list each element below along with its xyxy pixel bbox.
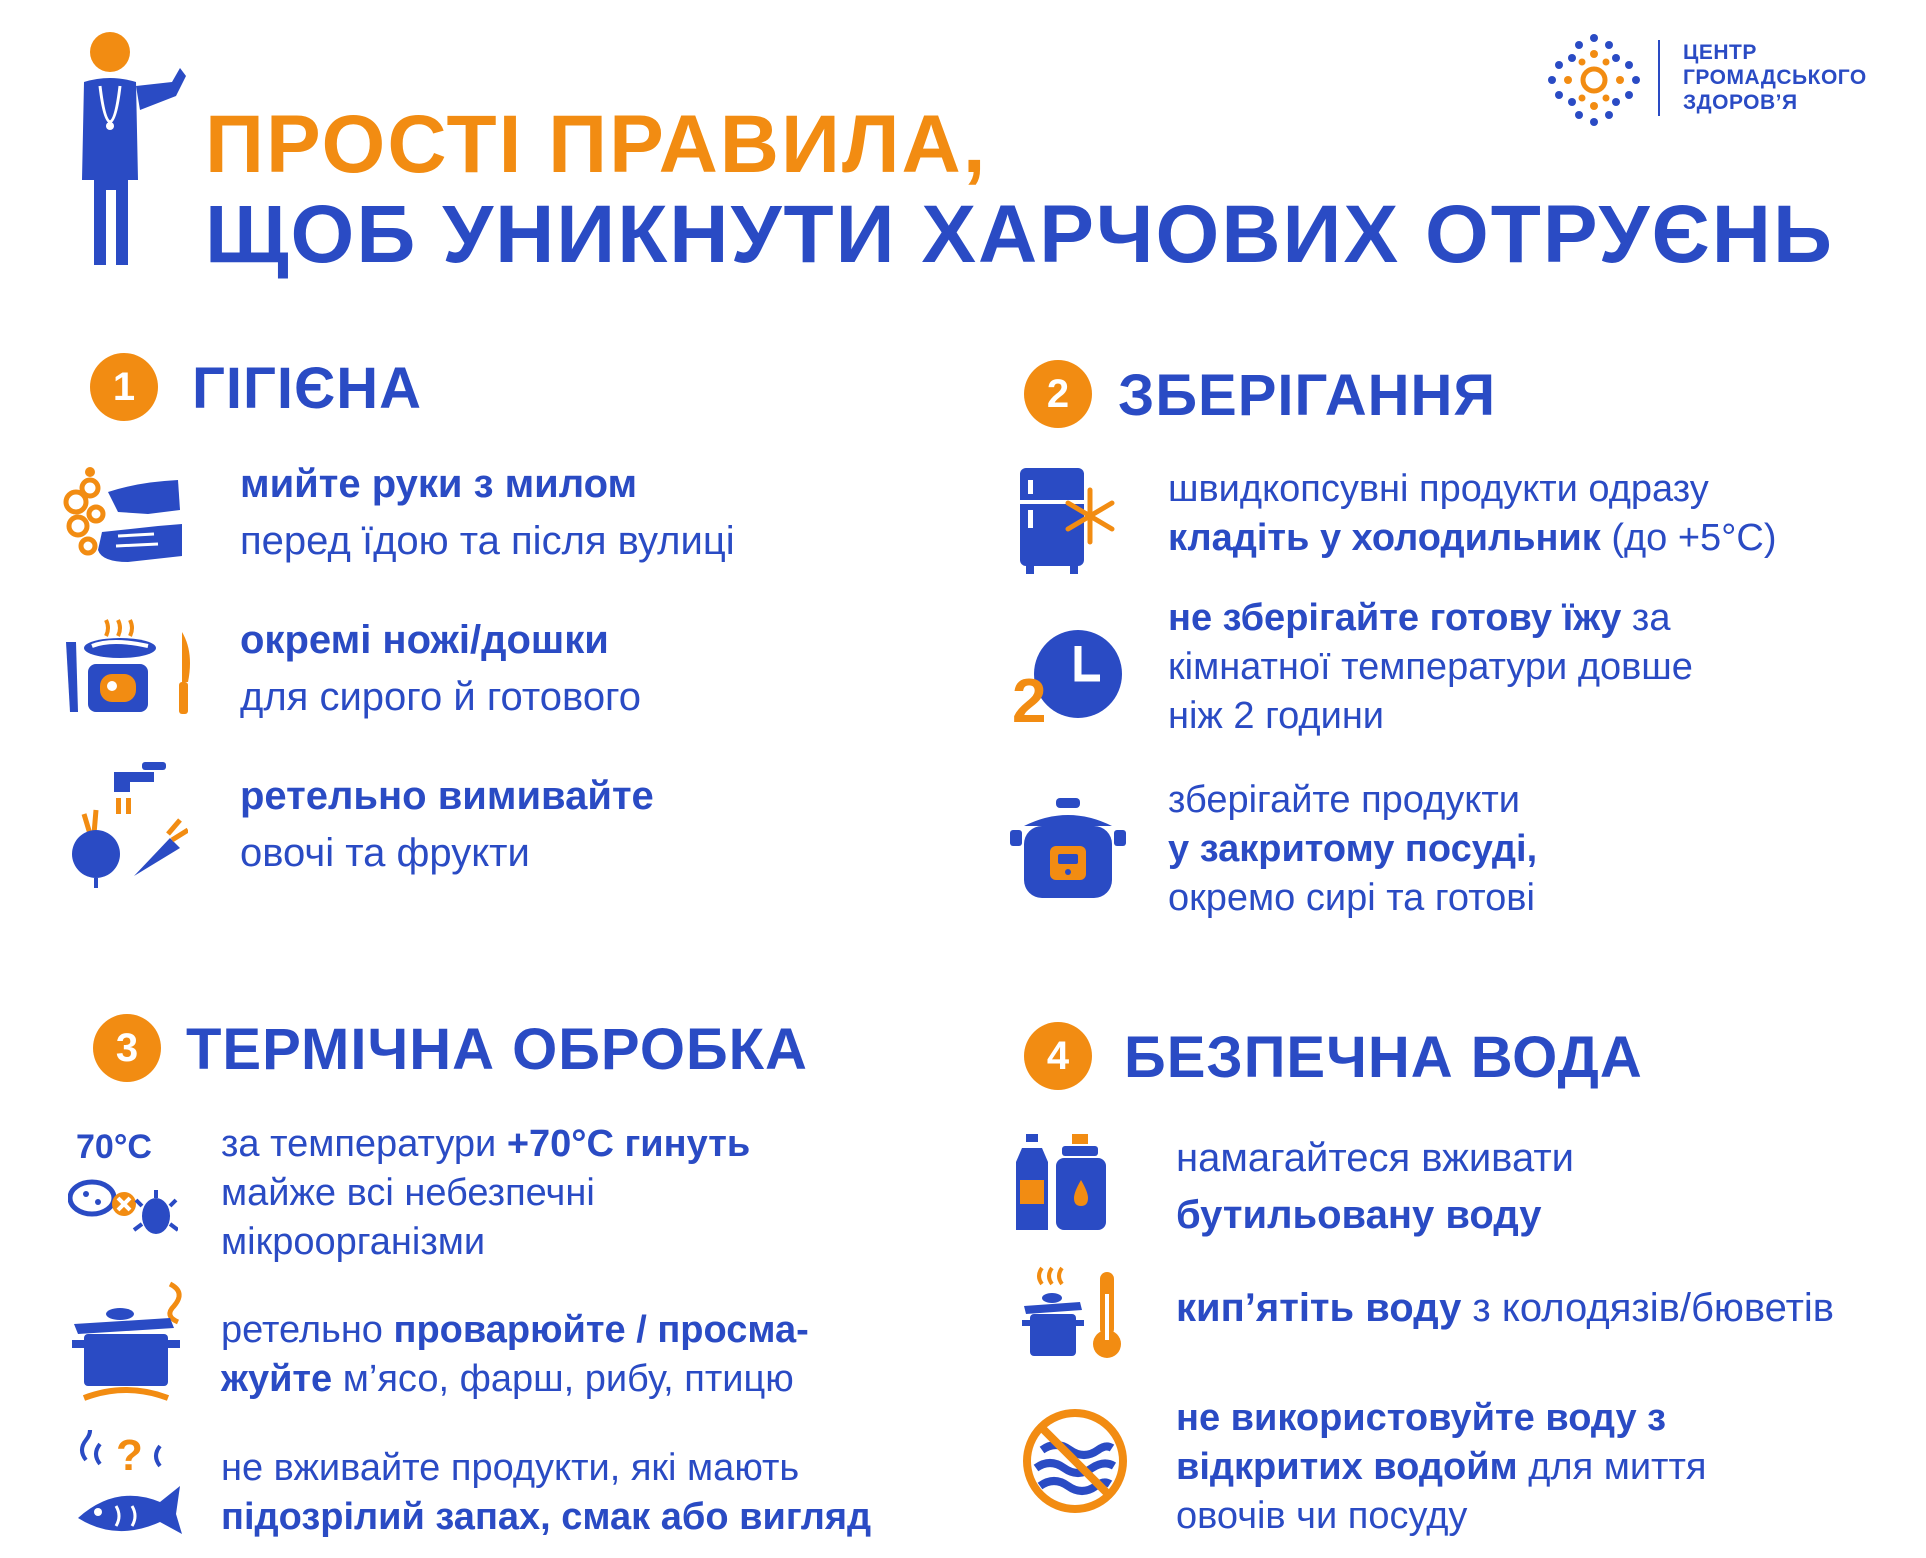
hygiene-item-1-normal: перед їдою та після вулиці	[240, 519, 735, 563]
storage-item-1-normal: (до +5°C)	[1600, 517, 1777, 559]
storage-item-1-bold: кладіть у холодильник	[1168, 517, 1601, 559]
hygiene-item-1	[240, 456, 735, 570]
section-title-storage: ЗБЕРІГАННЯ	[1118, 363, 1497, 428]
water-item-2-bold: кип’ятіть воду	[1176, 1286, 1462, 1330]
boil-water-icon	[1020, 1264, 1130, 1364]
heat-item-1-line2: майже всі небезпечні	[221, 1172, 595, 1214]
heat-item-2-normal: ретельно	[221, 1309, 394, 1351]
closed-container-icon	[1008, 796, 1128, 906]
microbes-temp-label: 70°C	[76, 1128, 152, 1166]
heat-item-1	[221, 1120, 750, 1267]
bottled-water-icon	[1014, 1132, 1124, 1232]
section-number-1: 1	[90, 353, 158, 421]
heat-item-3	[221, 1444, 871, 1542]
storage-item-3-line3: окремо сирі та готові	[1168, 877, 1535, 919]
section-number-3: 3	[93, 1014, 161, 1082]
logo-text-line1: ЦЕНТР	[1683, 41, 1757, 64]
water-item-3-line2-bold: відкритих водойм	[1176, 1446, 1518, 1488]
storage-item-2-line3: ніж 2 години	[1168, 695, 1385, 737]
hygiene-item-1-bold: мийте руки з милом	[240, 462, 638, 506]
storage-item-3-bold: у закритому посуді,	[1168, 828, 1538, 870]
clock-badge-number: 2	[1012, 667, 1047, 736]
water-item-3-line3: овочів чи посуду	[1176, 1495, 1468, 1537]
logo-text-line2: ГРОМАДСЬКОГО	[1683, 66, 1867, 89]
storage-item-2-bold: не зберігайте готову їжу	[1168, 597, 1622, 639]
heat-item-3-bold: підозрілий запах, смак або вигляд	[221, 1496, 872, 1538]
no-open-water-icon	[1020, 1406, 1130, 1516]
heat-item-2-line2-bold: жуйте	[221, 1358, 333, 1400]
storage-item-2-line2: кімнатної температури довше	[1168, 646, 1693, 688]
hygiene-item-3	[240, 768, 654, 882]
water-item-3	[1176, 1394, 1706, 1541]
hygiene-item-3-bold: ретельно вимивайте	[240, 774, 654, 818]
storage-item-2	[1168, 594, 1693, 741]
heat-item-2-line2-normal: м’ясо, фарш, рибу, птицю	[332, 1358, 794, 1400]
logo-text-line3: ЗДОРОВ’Я	[1683, 91, 1798, 114]
doctor-figure-icon	[70, 30, 190, 270]
logo-emblem-icon	[1544, 30, 1644, 130]
heat-item-1-bold: +70°C гинуть	[506, 1123, 751, 1165]
water-item-2-normal: з колодязів/бюветів	[1461, 1286, 1835, 1330]
cooking-pot-icon	[70, 1278, 200, 1408]
knives-boards-icon	[62, 612, 202, 722]
title-line2: ЩОБ УНИКНУТИ ХАРЧОВИХ ОТРУЄНЬ	[205, 189, 1834, 280]
wash-vegetables-icon	[68, 758, 188, 888]
water-item-2	[1176, 1280, 1834, 1337]
water-item-1-line1: намагайтеся вживати	[1176, 1136, 1575, 1180]
title-line1: ПРОСТІ ПРАВИЛА,	[205, 99, 988, 190]
section-title-hygiene: ГІГІЄНА	[192, 356, 423, 421]
storage-item-1-line1: швидкопсувні продукти одразу	[1168, 468, 1709, 510]
section-title-water: БЕЗПЕЧНА ВОДА	[1124, 1025, 1643, 1090]
fridge-icon	[1018, 466, 1128, 576]
hygiene-item-2-normal: для сирого й готового	[240, 675, 642, 719]
heat-item-3-line1: не вживайте продукти, які мають	[221, 1447, 800, 1489]
water-item-1-bold: бутильовану воду	[1176, 1193, 1542, 1237]
hygiene-item-2-bold: окремі ножі/дошки	[240, 618, 609, 662]
hygiene-item-2	[240, 612, 641, 726]
hand-washing-icon	[58, 462, 188, 572]
section-number-4: 4	[1024, 1022, 1092, 1090]
microbes-icon	[68, 1172, 178, 1242]
logo-divider	[1658, 40, 1660, 116]
storage-item-3-line1: зберігайте продукти	[1168, 779, 1520, 821]
suspicious-fish-icon	[76, 1430, 186, 1550]
logo-text	[1683, 40, 1867, 115]
heat-item-1-normal: за температури	[221, 1123, 507, 1165]
storage-item-3	[1168, 776, 1537, 923]
hygiene-item-3-normal: овочі та фрукти	[240, 831, 530, 875]
section-title-heat: ТЕРМІЧНА ОБРОБКА	[186, 1017, 808, 1082]
heat-item-2-bold: проварюйте / просма-	[393, 1309, 809, 1351]
water-item-3-bold: не використовуйте воду з	[1176, 1397, 1667, 1439]
heat-item-2	[221, 1306, 809, 1404]
section-number-2: 2	[1024, 360, 1092, 428]
water-item-3-line2-normal: для миття	[1517, 1446, 1707, 1488]
svg-text:?: ?	[116, 1431, 143, 1480]
storage-item-2-normal: за	[1621, 597, 1671, 639]
storage-item-1	[1168, 465, 1776, 563]
heat-item-1-line3: мікроорганізми	[221, 1221, 486, 1263]
water-item-1	[1176, 1130, 1574, 1244]
